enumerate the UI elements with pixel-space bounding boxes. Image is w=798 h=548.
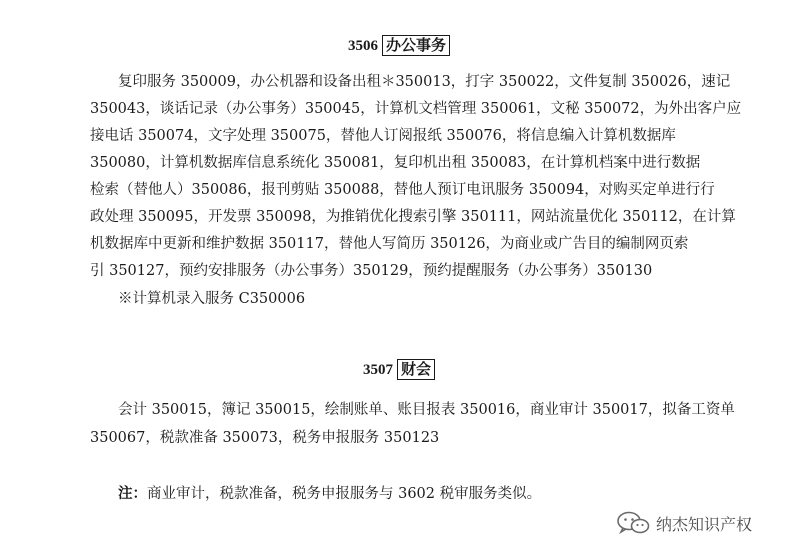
section-3506-line: 350043，谈话记录（办公事务）350045，计算机文档管理 350061，文秘 350072，为外出客户应 xyxy=(90,101,742,117)
watermark xyxy=(616,508,752,538)
footnote-text: 商业审计，税款准备，税务申报服务与 3602 税审服务类似。 xyxy=(147,486,542,502)
section-3507-line: 会计 350015，簿记 350015，绘制账单、账目报表 350016，商业审计 350017，拟备工资单 xyxy=(118,402,735,418)
section-3506-line: 接电话 350074，文字处理 350075，替他人订阅报纸 350076，将信息编入计算机数据库 xyxy=(90,128,676,144)
section-3506-line: 复印服务 350009，办公机器和设备出租＊350013，打字 350022，文件复制 350026，速记 xyxy=(118,74,731,90)
section-3506-note: ※计算机录入服务 C350006 xyxy=(118,291,306,307)
section-3507-code: 3507 xyxy=(362,362,393,378)
watermark-text: 纳杰知识产权 xyxy=(656,514,753,534)
section-3506-line: 检索（替他人）350086，报刊剪贴 350088，替他人预订电讯服务 350094，对购买定单进行行 xyxy=(90,182,715,198)
footnote xyxy=(118,484,541,504)
section-3506-line: 350080，计算机数据库信息系统化 350081，复印机出租 350083，在计算机档案中进行数据 xyxy=(90,155,701,171)
section-3506-heading xyxy=(0,34,798,57)
section-3506-code: 3506 xyxy=(347,38,378,54)
section-3506-line: 政处理 350095，开发票 350098，为推销优化搜索引擎 350111，网站流量优化 350112，在计算 xyxy=(90,209,736,225)
wechat-icon xyxy=(616,511,650,535)
section-3507-title: 财会 xyxy=(397,359,435,380)
section-3506-line: 引 350127，预约安排服务（办公事务）350129，预约提醒服务（办公事务）350130 xyxy=(90,263,653,279)
section-3507-line: 350067，税款准备 350073，税务申报服务 350123 xyxy=(90,430,440,446)
section-3506-line: 机数据库中更新和维护数据 350117，替他人写简历 350126，为商业或广告目的编制网页索 xyxy=(90,236,689,252)
section-3506-title: 办公事务 xyxy=(382,35,450,56)
section-3507-heading xyxy=(0,358,798,381)
footnote-label: 注： xyxy=(118,485,147,502)
